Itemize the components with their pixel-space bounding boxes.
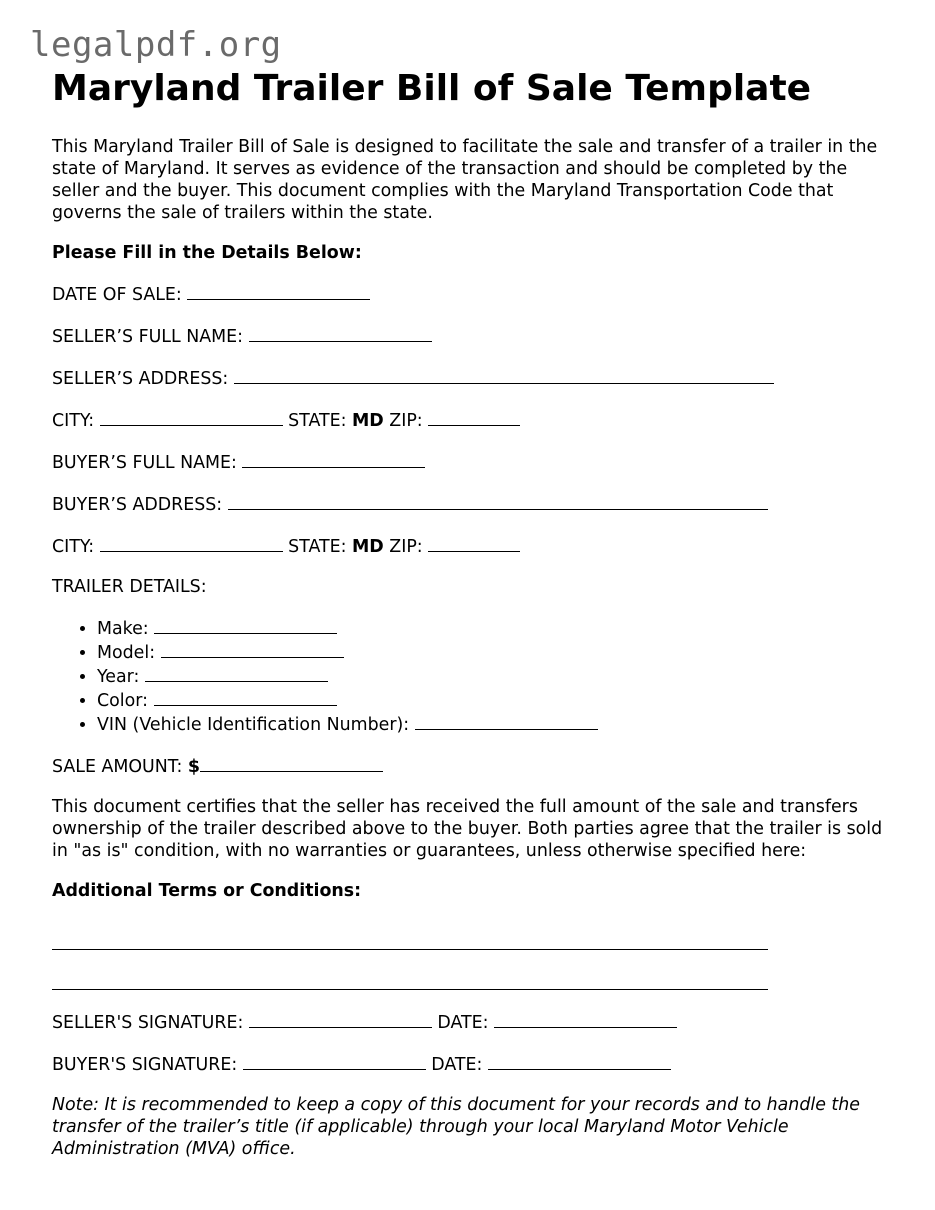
seller-address-row — [52, 366, 892, 390]
terms-heading: Additional Terms or Conditions: — [52, 881, 362, 901]
terms-line-2-blank[interactable] — [52, 989, 768, 990]
buyer-zip-label: ZIP: — [389, 537, 423, 557]
buyer-signature-blank[interactable] — [243, 1052, 426, 1070]
seller-state-value: MD — [352, 411, 384, 431]
list-item — [97, 640, 892, 664]
seller-name-row — [52, 324, 892, 348]
vin-label: VIN (Vehicle Identification Number): — [97, 715, 410, 735]
seller-date-blank[interactable] — [494, 1010, 677, 1028]
model-label: Model: — [97, 643, 156, 663]
vin-blank[interactable] — [415, 712, 598, 730]
buyer-signature-label: BUYER'S SIGNATURE: — [52, 1055, 238, 1075]
terms-line-2[interactable] — [52, 970, 892, 992]
seller-signature-label: SELLER'S SIGNATURE: — [52, 1013, 244, 1033]
seller-city-row — [52, 408, 892, 432]
currency-symbol: $ — [187, 757, 201, 777]
intro-paragraph: This Maryland Trailer Bill of Sale is designed to facilitate the sale and transfer of a trailer in the state of Maryland. It serves as evidence of the transaction and should be completed by the seller and the buyer. This document complies with the Maryland Transportation Code that governs the sale of trailers within the state. — [52, 137, 878, 223]
date-of-sale-row — [52, 282, 892, 306]
date-of-sale-label: DATE OF SALE: — [52, 285, 182, 305]
seller-address-label: SELLER’S ADDRESS: — [52, 369, 229, 389]
trailer-details-heading: TRAILER DETAILS: — [52, 577, 207, 597]
buyer-state-value: MD — [352, 537, 384, 557]
seller-state-label: STATE: — [288, 411, 347, 431]
buyer-city-label: CITY: — [52, 537, 95, 557]
seller-zip-blank[interactable] — [428, 408, 520, 426]
date-of-sale-blank[interactable] — [187, 282, 370, 300]
list-item — [97, 616, 892, 640]
buyer-city-row — [52, 534, 892, 558]
buyer-name-row — [52, 450, 892, 474]
year-label: Year: — [97, 667, 140, 687]
trailer-details-list — [52, 616, 892, 736]
list-item — [97, 664, 892, 688]
seller-date-label: DATE: — [437, 1013, 489, 1033]
buyer-date-blank[interactable] — [488, 1052, 671, 1070]
note-paragraph: Note: It is recommended to keep a copy of this document for your records and to handle the transfer of the trailer’s title (if applicable) through your local Maryland Motor Vehicle Administration (MVA) office. — [52, 1095, 860, 1159]
seller-city-blank[interactable] — [100, 408, 283, 426]
document-title: Maryland Trailer Bill of Sale Template — [52, 68, 812, 109]
seller-name-blank[interactable] — [249, 324, 432, 342]
buyer-date-label: DATE: — [431, 1055, 483, 1075]
terms-line-1-blank[interactable] — [52, 949, 768, 950]
color-label: Color: — [97, 691, 148, 711]
buyer-name-label: BUYER’S FULL NAME: — [52, 453, 237, 473]
buyer-signature-row — [52, 1052, 892, 1076]
seller-city-label: CITY: — [52, 411, 95, 431]
list-item — [97, 712, 892, 736]
buyer-address-blank[interactable] — [228, 492, 768, 510]
certification-paragraph: This document certifies that the seller has received the full amount of the sale and transfers ownership of the trailer described above to the buyer. Both parties agree that the trailer is sold in "as is" condition, with no warranties or guarantees, unless otherwise specified here: — [52, 797, 883, 861]
terms-line-1[interactable] — [52, 930, 892, 952]
sale-amount-blank[interactable] — [200, 754, 383, 772]
seller-signature-row — [52, 1010, 892, 1034]
seller-signature-blank[interactable] — [249, 1010, 432, 1028]
model-blank[interactable] — [161, 640, 344, 658]
buyer-name-blank[interactable] — [242, 450, 425, 468]
sale-amount-label: SALE AMOUNT: — [52, 757, 183, 777]
year-blank[interactable] — [145, 664, 328, 682]
watermark-logo: legalpdf.org — [30, 25, 282, 65]
make-blank[interactable] — [154, 616, 337, 634]
buyer-address-row — [52, 492, 892, 516]
make-label: Make: — [97, 619, 149, 639]
fill-heading: Please Fill in the Details Below: — [52, 243, 362, 263]
seller-address-blank[interactable] — [234, 366, 774, 384]
buyer-city-blank[interactable] — [100, 534, 283, 552]
sale-amount-row — [52, 754, 892, 778]
seller-zip-label: ZIP: — [389, 411, 423, 431]
color-blank[interactable] — [154, 688, 337, 706]
list-item — [97, 688, 892, 712]
seller-name-label: SELLER’S FULL NAME: — [52, 327, 243, 347]
document-page — [52, 68, 892, 1160]
buyer-zip-blank[interactable] — [428, 534, 520, 552]
buyer-state-label: STATE: — [288, 537, 347, 557]
buyer-address-label: BUYER’S ADDRESS: — [52, 495, 223, 515]
